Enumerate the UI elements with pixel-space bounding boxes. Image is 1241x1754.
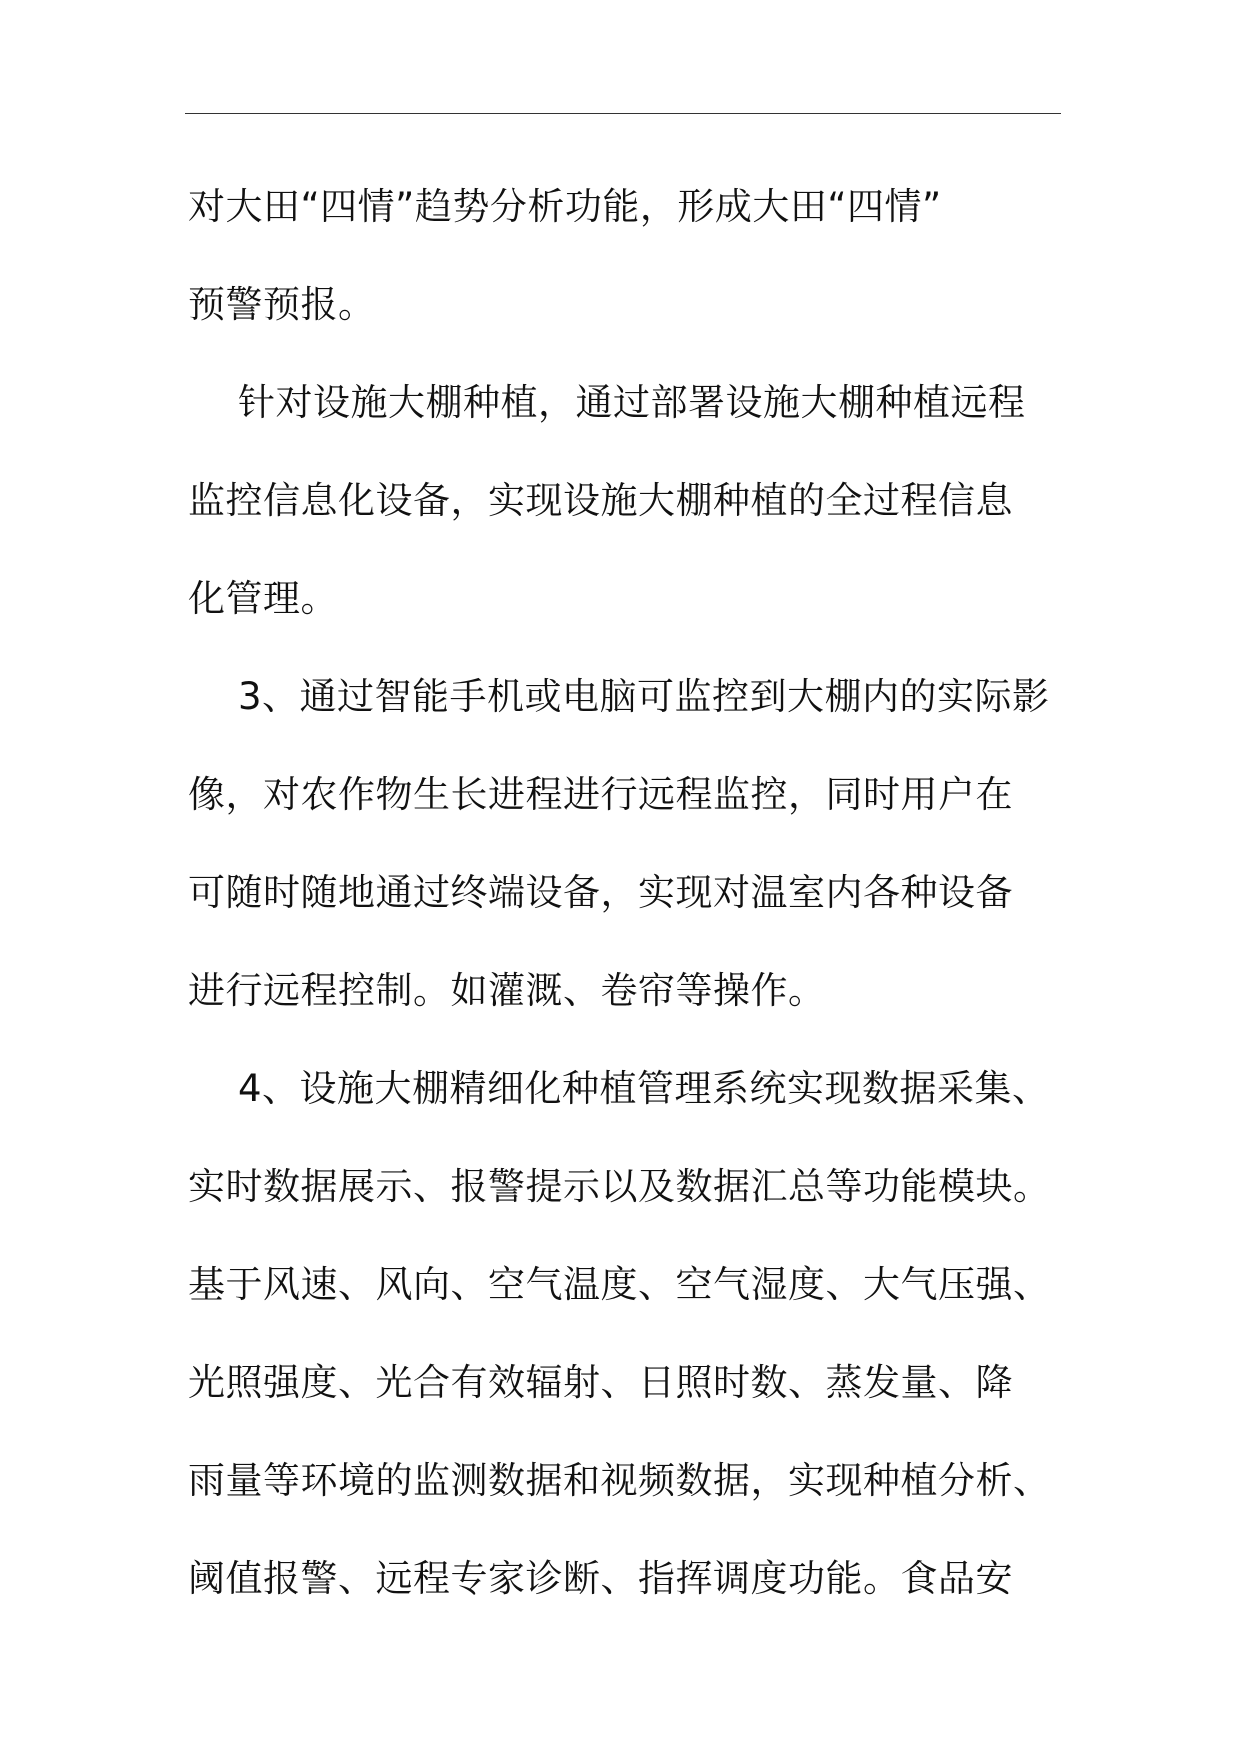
text-line: 实时数据展示、报警提示以及数据汇总等功能模块。 — [188, 1165, 1051, 1208]
text-line: 雨量等环境的监测数据和视频数据，实现种植分析、 — [188, 1459, 1051, 1502]
text-line: 化管理。 — [188, 577, 338, 620]
text-line: 阈值报警、远程专家诊断、指挥调度功能。食品安 — [188, 1557, 1013, 1600]
text-line: 光照强度、光合有效辐射、日照时数、蒸发量、降 — [188, 1361, 1013, 1404]
text-line: 对大田“四情”趋势分析功能，形成大田“四情” — [188, 185, 942, 228]
text-line: 监控信息化设备，实现设施大棚种植的全过程信息 — [188, 479, 1013, 522]
document-body — [188, 158, 1088, 1628]
paragraph-start-line: 4、设施大棚精细化种植管理系统实现数据采集、 — [238, 1067, 1050, 1110]
text-line: 预警预报。 — [188, 283, 376, 326]
paragraph-start-line: 针对设施大棚种植，通过部署设施大棚种植远程 — [238, 381, 1026, 424]
text-line: 可随时随地通过终端设备，实现对温室内各种设备 — [188, 871, 1013, 914]
text-line: 进行远程控制。如灌溉、卷帘等操作。 — [188, 969, 826, 1012]
text-line: 像，对农作物生长进程进行远程监控，同时用户在 — [188, 773, 1013, 816]
text-line: 基于风速、风向、空气温度、空气湿度、大气压强、 — [188, 1263, 1051, 1306]
paragraph-start-line: 3、通过智能手机或电脑可监控到大棚内的实际影 — [238, 675, 1050, 718]
header-divider — [185, 113, 1061, 114]
